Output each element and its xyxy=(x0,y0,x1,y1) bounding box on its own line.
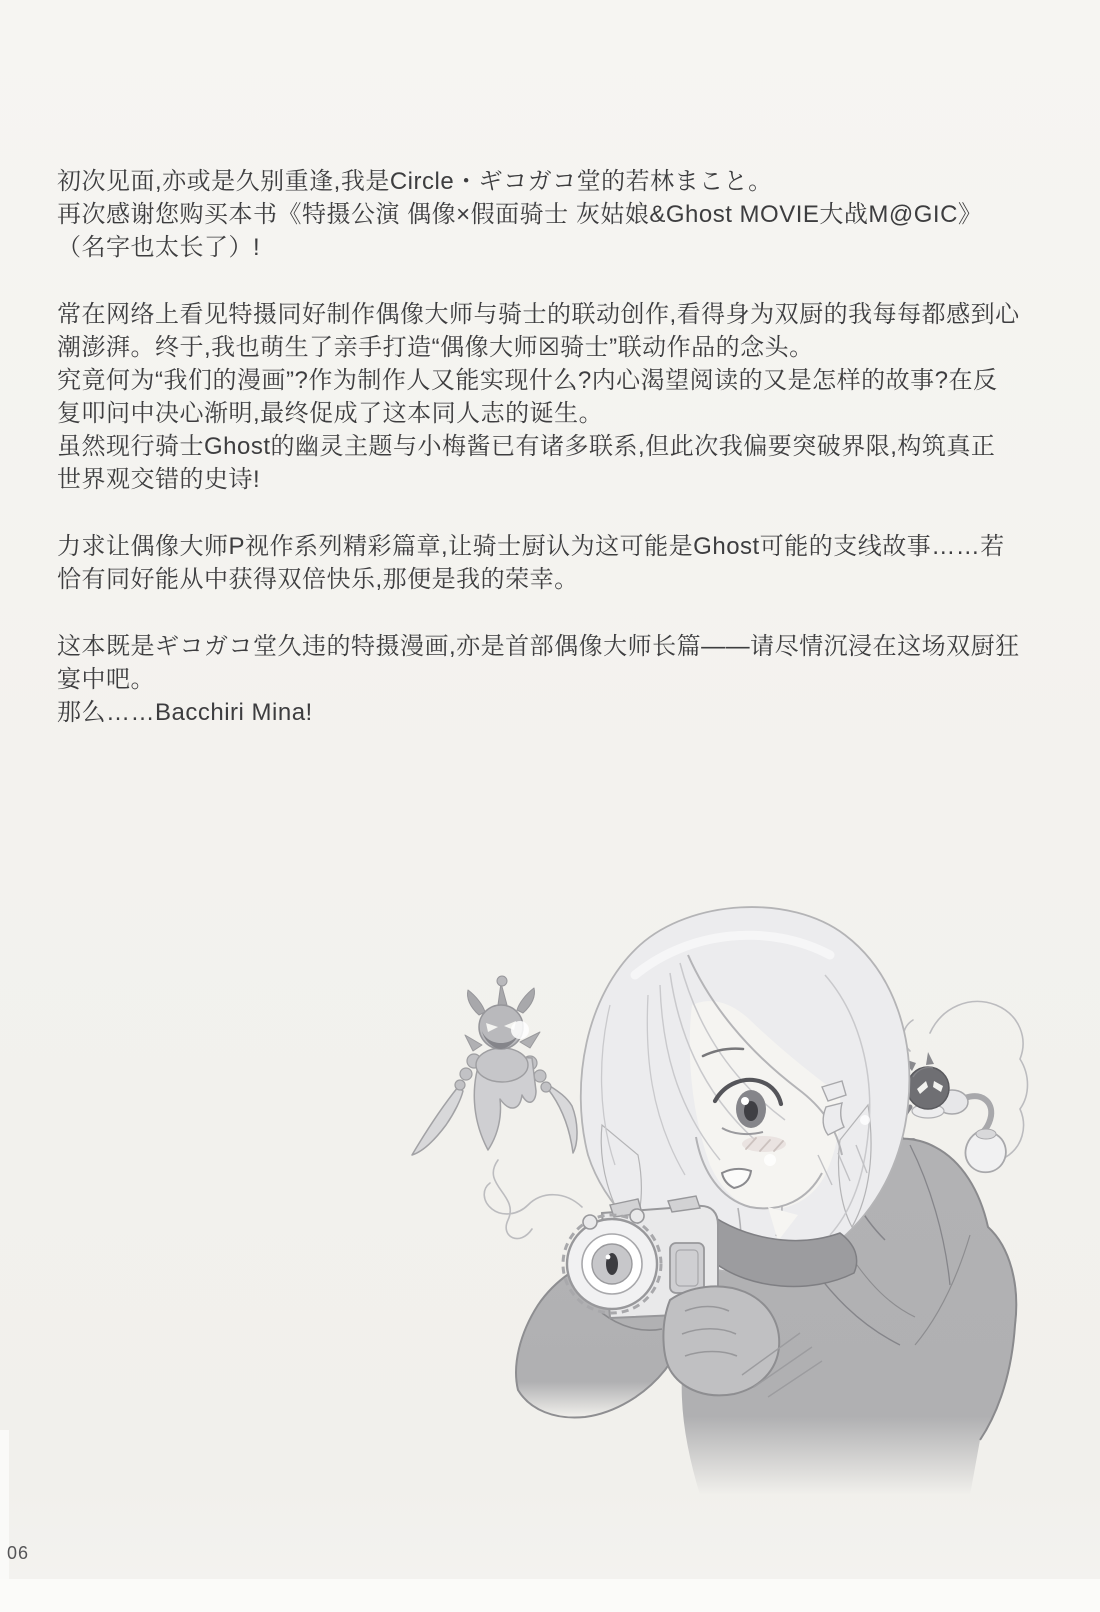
text-line: 宴中吧。 xyxy=(57,666,155,693)
text-line: 世界观交错的史诗! xyxy=(57,466,261,493)
scan-edge-bottom xyxy=(0,1579,1100,1612)
page-number: 06 xyxy=(7,1543,30,1563)
text-line: 初次见面,亦或是久别重逢,我是Circle・ギコガコ堂的若林まこと。 xyxy=(57,168,773,195)
text-line: 力求让偶像大师P视作系列精彩篇章,让骑士厨认为这可能是Ghost可能的支线故事……若 xyxy=(57,533,1005,560)
afterword-paragraph xyxy=(57,530,1062,596)
text-line: 再次感谢您购买本书《特摄公演 偶像×假面骑士 灰姑娘&Ghost MOVIE大战M@GIC》 xyxy=(57,201,983,228)
illustration xyxy=(370,855,1050,1495)
text-line: 究竟何为“我们的漫画”?作为制作人又能实现什么?内心渴望阅读的又是怎样的故事?在反 xyxy=(57,367,998,394)
afterword-text xyxy=(57,165,1062,763)
afterword-paragraph xyxy=(57,165,1062,264)
text-line: 潮澎湃。终于,我也萌生了亲手打造“偶像大师☒骑士”联动作品的念头。 xyxy=(57,334,814,361)
text-line: （名字也太长了）! xyxy=(57,234,261,261)
text-line: 那么……Bacchiri Mina! xyxy=(57,699,313,726)
phantom-creature-sketch xyxy=(412,976,577,1155)
text-line: 这本既是ギコガコ堂久违的特摄漫画,亦是首部偶像大师长篇——请尽情沉浸在这场双厨狂 xyxy=(57,633,1020,660)
afterword-paragraph xyxy=(57,298,1062,496)
text-line: 复叩问中决心渐明,最终促成了这本同人志的诞生。 xyxy=(57,400,604,427)
text-line: 虽然现行骑士Ghost的幽灵主题与小梅酱已有诸多联系,但此次我偏要突破界限,构筑真正 xyxy=(57,433,996,460)
text-line: 恰有同好能从中获得双倍快乐,那便是我的荣幸。 xyxy=(57,566,579,593)
afterword-paragraph xyxy=(57,630,1062,729)
text-line: 常在网络上看见特摄同好制作偶像大师与骑士的联动创作,看得身为双厨的我每每都感到心 xyxy=(57,301,1020,328)
